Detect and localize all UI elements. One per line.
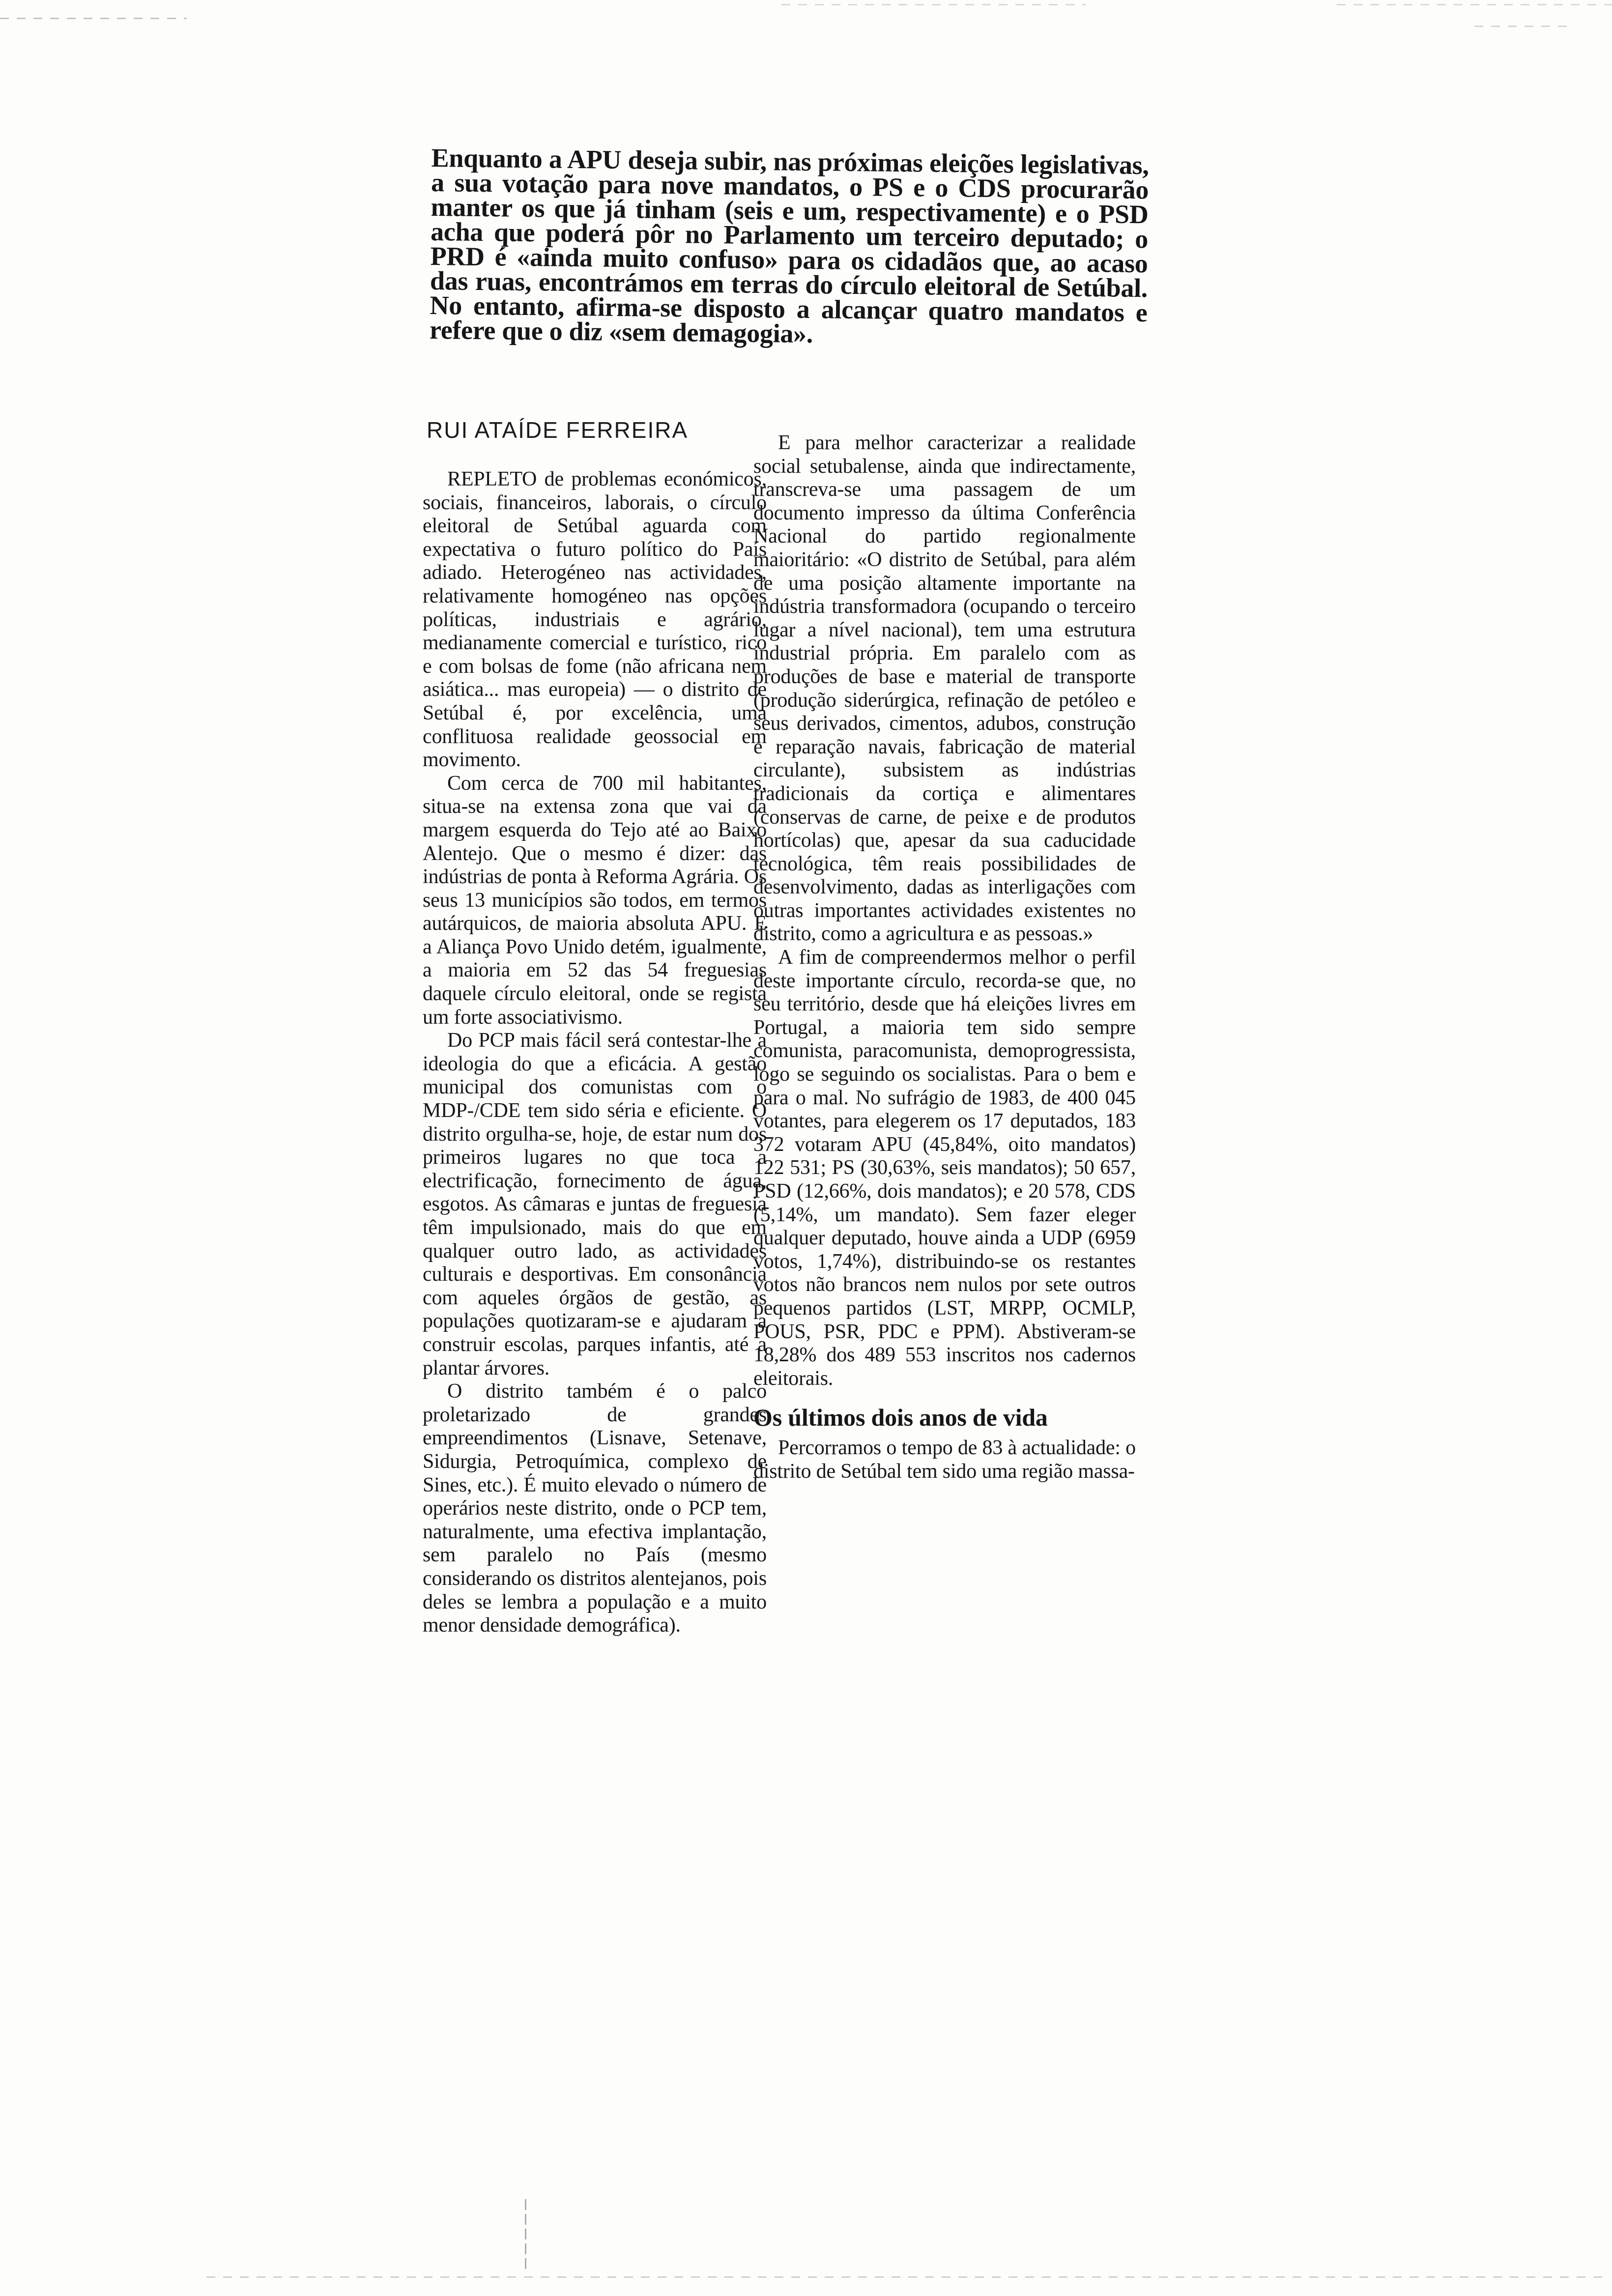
article-lead: Enquanto a APU deseja subir, nas próximas eleições legislativas, a sua votação para nove mandatos, o PS e o CDS procurarão manter os que já tinham (seis e um, respectivamente) e o PSD acha que poderá pôr no Parlamento um terceiro deputado; o PRD é «ainda muito confuso» para os cidadãos que, ao acaso das ruas, encontrámos em terras do círculo eleitoral de Setúbal. No entanto, afirma-se disposto a alcançar quatro mandatos e refere que o diz «sem demagogia». [429, 143, 1149, 349]
paragraph: E para melhor caracterizar a realidade social setubalense, ainda que indirectamente, transcreva-se uma passagem de um documento impresso da última Conferência Nacional do partido regionalmente maioritário: «O distrito de Setúbal, para além de uma posição altamente importante na indústria transformadora (ocupando o terceiro lugar a nível nacional), tem uma estrutura industrial própria. Em paralelo com as produções de base e material de transporte (produção siderúrgica, refinação de petóleo e seus derivados, cimentos, adubos, construção e reparação navais, fabricação de material circulante), subsistem as indústrias tradicionais da cortiça e alimentares (conservas de carne, de peixe e de produtos hortícolas) que, apesar da sua caducidade tecnológica, têm reais possibilidades de desenvolvimento, dadas as interligações com outras importantes actividades existentes no distrito, como a agricultura e as pessoas.» [753, 431, 1136, 946]
paragraph: REPLETO de problemas económicos, sociais, financeiros, laborais, o círculo eleitoral de Setúbal aguarda com expectativa o futuro político do País adiado. Heterogéneo nas actividades, relativamente homogéneo nas opções políticas, industriais e agrário, medianamente comercial e turístico, rico e com bolsas de fome (não africana nem asiática... mas europeia) — o distrito de Setúbal é, por excelência, uma conflituosa realidade geossocial em movimento. [423, 468, 767, 772]
paragraph: Com cerca de 700 mil habitantes, situa-se na extensa zona que vai da margem esquerda do Tejo até ao Baixo Alentejo. Que o mesmo é dizer: das indústrias de ponta à Reforma Agrária. Os seus 13 municípios são todos, em termos autárquicos, de maioria absoluta APU. E a Aliança Povo Unido detém, igualmente, a maioria em 52 das 54 freguesias daquele círculo eleitoral, onde se regista um forte associativismo. [423, 772, 767, 1029]
scan-edge-bottom [206, 2276, 1602, 2278]
left-column [423, 468, 767, 1637]
byline: RUI ATAÍDE FERREIRA [427, 417, 689, 443]
scan-edge-right [1474, 26, 1573, 27]
paragraph: Do PCP mais fácil será contestar-lhe a ideologia do que a eficácia. A gestão municipal dos comunistas com o MDP-/CDE tem sido séria e eficiente. O distrito orgulha-se, hoje, de estar num dos primeiros lugares no que toca a electrificação, fornecimento de água, esgotos. As câmaras e juntas de freguesia têm impulsionado, mais do que em qualquer outro lado, as actividades culturais e desportivas. Em consonância com aqueles órgãos de gestão, as populações quotizaram-se e ajudaram a construir escolas, parques infantis, até a plantar árvores. [423, 1029, 767, 1379]
scan-fold-mark [525, 2199, 526, 2273]
scan-edge-top-mid [781, 4, 1086, 5]
section-subheading: Os últimos dois anos de vida [753, 1404, 1048, 1432]
paragraph: Percorramos o tempo de 83 à actualidade: o distrito de Setúbal tem sido uma região massa- [753, 1436, 1136, 1483]
paragraph: O distrito também é o palco proletarizado de grandes empreendimentos (Lisnave, Setenave, Sidurgia, Petroquímica, complexo de Sines, etc.). É muito elevado o número de operários neste distrito, onde o PCP tem, naturalmente, uma efectiva implantação, sem paralelo no País (mesmo considerando os distritos alentejanos, pois deles se lembra a população e a muito menor densidade demográfica). [423, 1380, 767, 1637]
right-column [753, 431, 1136, 1484]
scan-edge-top-right [1337, 4, 1612, 5]
scan-edge-top-left [0, 18, 187, 19]
paragraph: A fim de compreendermos melhor o perfil deste importante círculo, recorda-se que, no seu território, desde que há eleições livres em Portugal, a maioria tem sido sempre comunista, paracomunista, demoprogressista, logo se seguindo os socialistas. Para o bem e para o mal. No sufrágio de 1983, de 400 045 votantes, para elegerem os 17 deputados, 183 372 votaram APU (45,84%, oito mandatos) 122 531; PS (30,63%, seis mandatos); 50 657, PSD (12,66%, dois mandatos); e 20 578, CDS (5,14%, um mandato). Sem fazer eleger qualquer deputado, houve ainda a UDP (6959 votos, 1,74%), distribuindo-se os restantes votos não brancos nem nulos por sete outros pequenos partidos (LST, MRPP, OCMLP, POUS, PSR, PDC e PPM). Abstiveram-se 18,28% dos 489 553 inscritos nos cadernos eleitorais. [753, 946, 1136, 1390]
